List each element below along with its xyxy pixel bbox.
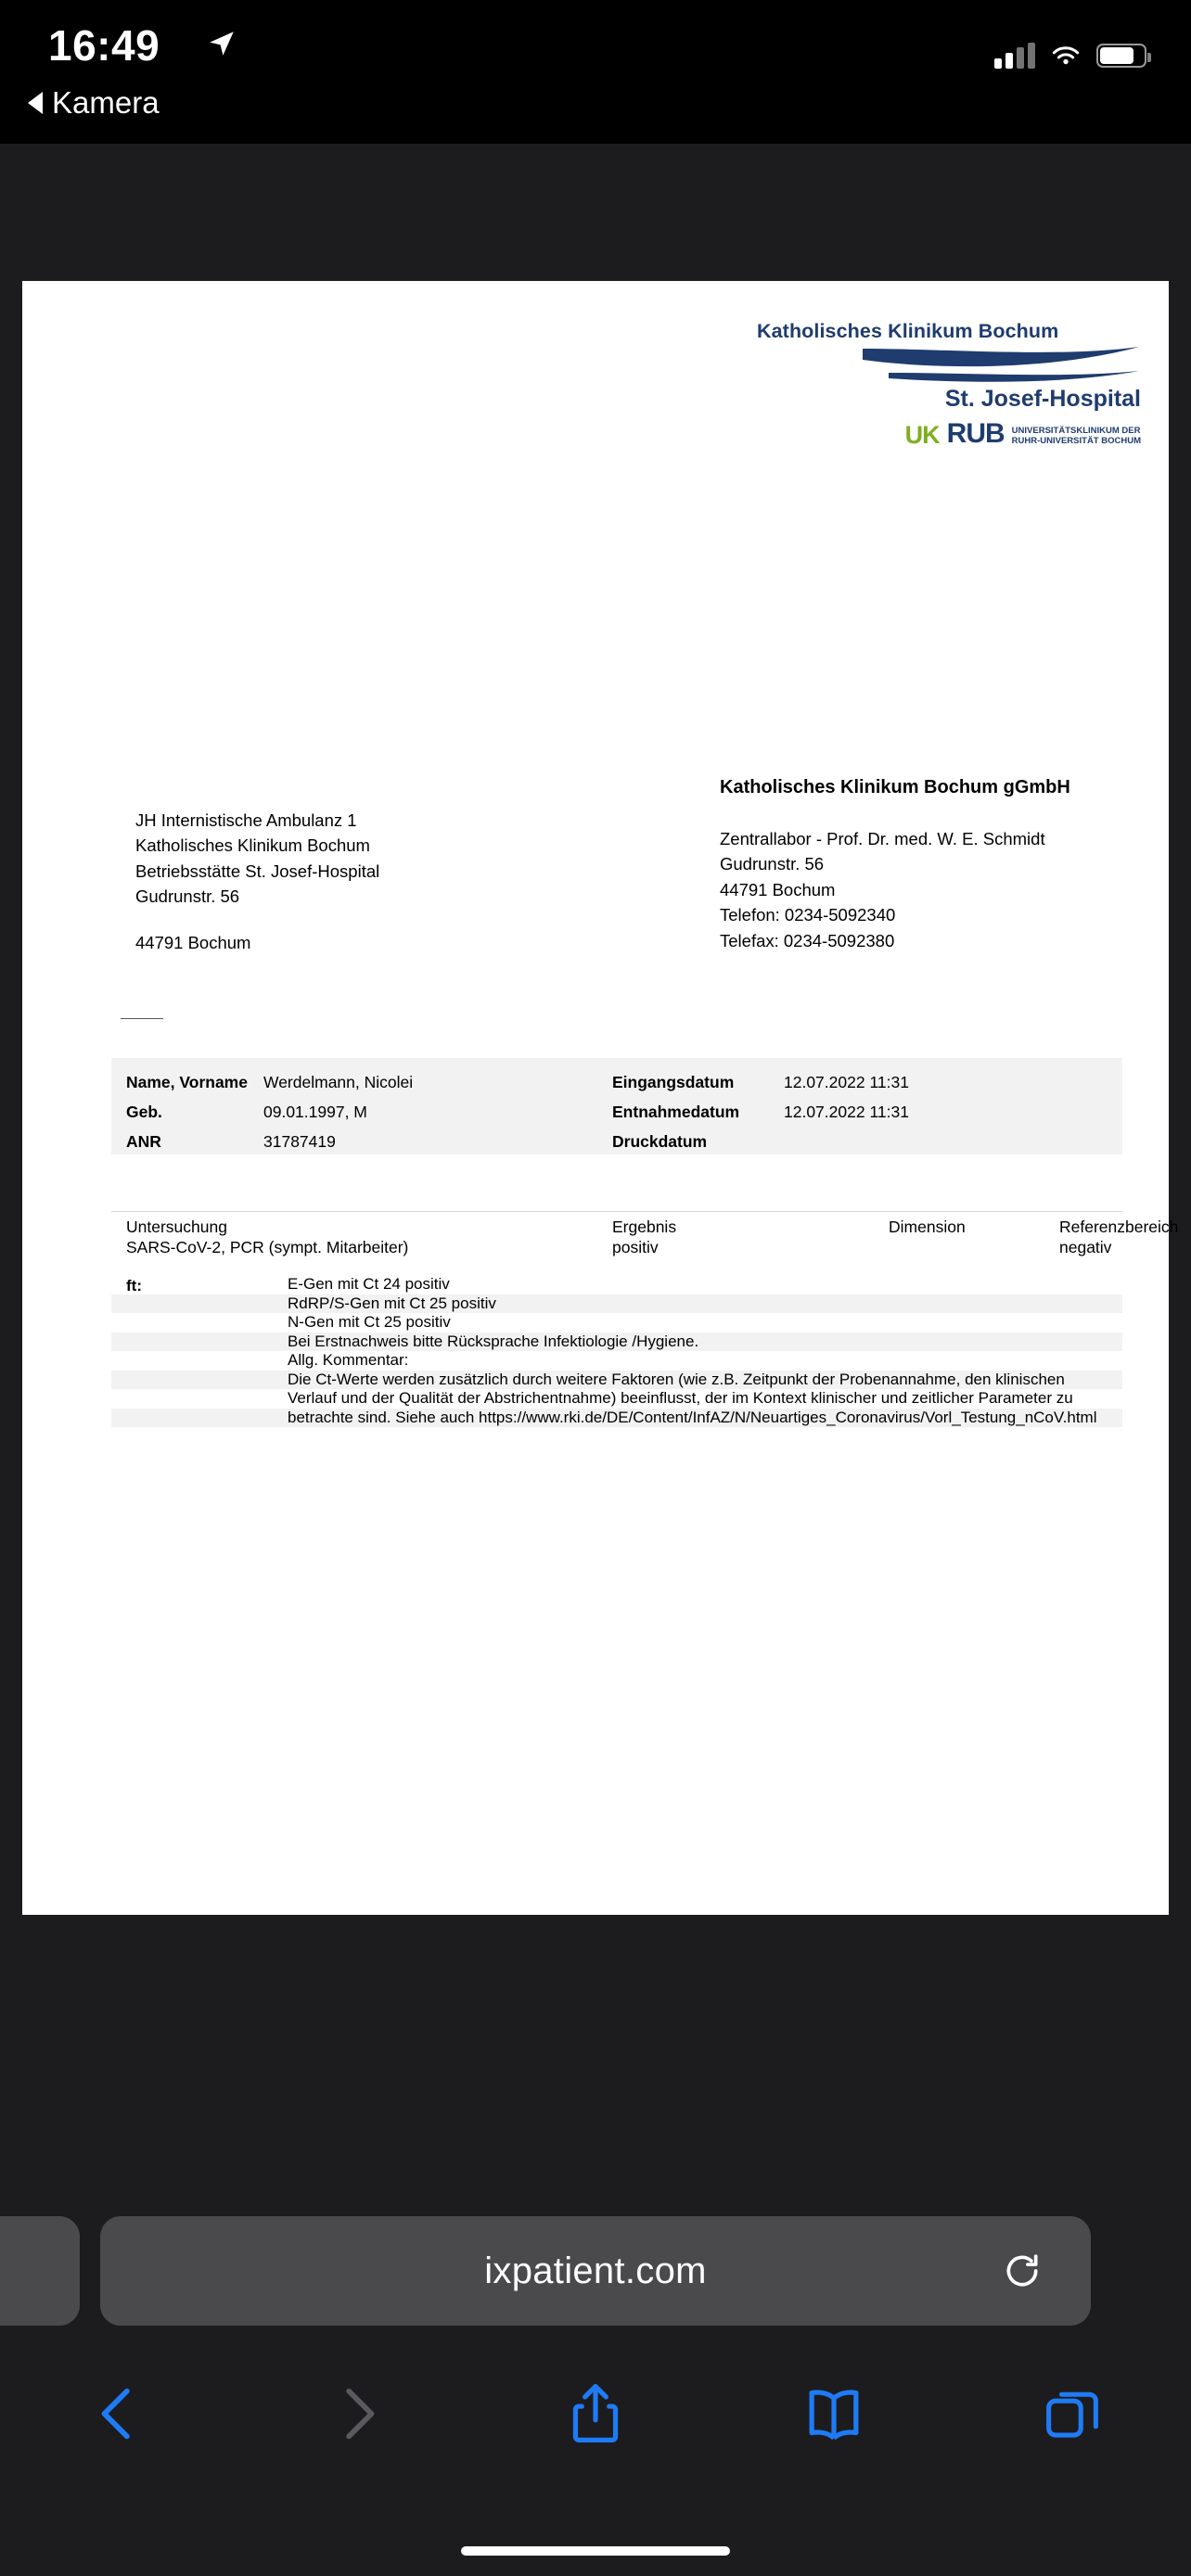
back-triangle-icon [28,92,43,114]
collection-date-label: Entnahmedatum [612,1103,740,1121]
sender-line5: Telefax: 0234-5092380 [720,930,895,950]
sender-line1: Zentrallabor - Prof. Dr. med. W. E. Schmidt [720,829,1045,848]
recipient-line4: Gudrunstr. 56 [135,886,240,907]
reload-icon[interactable] [1002,2251,1043,2291]
results-col-dimension: Dimension [889,1218,966,1236]
letterhead-university-line2: RUHR-UNIVERSITÄT BOCHUM [1011,436,1141,447]
list-item: Bei Erstnachweis bitte Rücksprache Infektiologie /Hygiene. [111,1333,1122,1352]
recipient-address [135,808,379,955]
print-date-label: Druckdatum [612,1132,708,1151]
bookmarks-button[interactable] [714,2363,953,2465]
status-bar [0,0,1191,130]
recipient-line5: 44791 Bochum [135,932,251,952]
location-arrow-icon [206,28,237,59]
list-item: betrachte sind. Siehe auch https://www.rki.de/DE/Content/InfAZ/N/Neuartiges_Coronavirus/Vorl_Testung_nCoV.html [111,1409,1122,1428]
address-bar[interactable] [100,2216,1091,2326]
patient-name-value: Werdelmann, Nicolei [263,1073,414,1091]
letterhead-uk-text: UK [904,421,940,449]
collection-date-value: 12.07.2022 11:31 [784,1103,909,1121]
letterhead-clinic-name: Katholisches Klinikum Bochum [757,320,1059,342]
battery-icon [1096,44,1146,68]
list-item: E-Gen mit Ct 24 positiv [288,1275,450,1293]
share-button[interactable] [477,2363,715,2465]
list-item: RdRP/S-Gen mit Ct 25 positiv [111,1294,1122,1314]
share-icon [570,2382,621,2445]
results-col-result: Ergebnis [612,1218,677,1236]
recipient-line3: Betriebsstätte St. Josef-Hospital [135,861,380,881]
back-button[interactable] [0,2363,238,2465]
back-to-app-label: Kamera [52,85,160,120]
home-indicator [461,2546,730,2556]
results-divider [111,1211,1122,1212]
list-item: Die Ct-Werte werden zusätzlich durch weitere Faktoren (wie z.B. Zeitpunkt der Probenannahme, den klinischen [111,1371,1122,1390]
patient-dob-value: 09.01.1997, M [263,1103,367,1121]
url-text: ixpatient.com [484,2250,707,2291]
recipient-line1: JH Internistische Ambulanz 1 [135,810,357,830]
patient-info-band [111,1058,1122,1154]
footnote-label: ft: [126,1277,142,1294]
letterhead-university-line1: UNIVERSITÄTSKLINIKUM DER [1011,426,1141,437]
webview[interactable] [0,144,1191,2188]
chevron-left-icon [94,2385,144,2442]
results-col-test: Untersuchung [126,1218,227,1236]
cellular-signal-icon [994,43,1035,69]
letterhead-swoosh-graphic [751,345,1141,384]
recipient-line2: Katholisches Klinikum Bochum [135,835,370,856]
divider-rule [121,1018,163,1019]
comments-block [111,1275,1122,1427]
forward-button[interactable] [238,2363,477,2465]
lab-report-document [22,281,1179,1915]
result-reference: negativ [1059,1238,1112,1256]
browser-toolbar [0,2363,1191,2465]
letterhead-rub-text: RUB [946,418,1005,449]
patient-anr-value: 31787419 [263,1132,336,1151]
letterhead-university-text [1012,427,1141,450]
back-to-app-link[interactable] [28,85,160,121]
result-value: positiv [612,1238,659,1256]
patient-anr-label: ANR [126,1132,161,1151]
sender-address [720,826,1045,953]
patient-name-label: Name, Vorname [126,1073,248,1091]
list-item: Allg. Kommentar: [288,1351,409,1369]
receipt-date-value: 12.07.2022 11:31 [784,1073,909,1091]
letterhead [751,320,1141,450]
result-test-name: SARS-CoV-2, PCR (sympt. Mitarbeiter) [126,1238,409,1256]
status-indicators [994,43,1146,69]
sender-line4: Telefon: 0234-5092340 [720,905,896,925]
browser-bottom-bar [0,2188,1191,2576]
list-item: Verlauf und der Qualität der Abstrichentnahme) beeinflusst, der im Kontext klinischer und zeitlicher Parameter zu [288,1389,1073,1407]
chevron-right-icon [332,2385,382,2442]
letterhead-hospital-name: St. Josef-Hospital [944,386,1141,412]
tabs-icon [1044,2386,1100,2442]
book-icon [805,2387,863,2441]
results-col-reference: Referenzbereich [1059,1218,1179,1236]
list-item: N-Gen mit Ct 25 positiv [288,1313,451,1331]
wifi-icon [1050,44,1082,68]
sender-company-name: Katholisches Klinikum Bochum gGmbH [720,777,1070,797]
adjacent-tab-preview[interactable] [0,2216,80,2326]
sender-line3: 44791 Bochum [720,879,836,899]
sender-line2: Gudrunstr. 56 [720,854,825,874]
letterhead-rub-logo [751,418,1141,450]
status-time: 16:49 [48,21,160,70]
receipt-date-label: Eingangsdatum [612,1073,735,1091]
tabs-button[interactable] [953,2363,1191,2465]
patient-dob-label: Geb. [126,1103,162,1121]
